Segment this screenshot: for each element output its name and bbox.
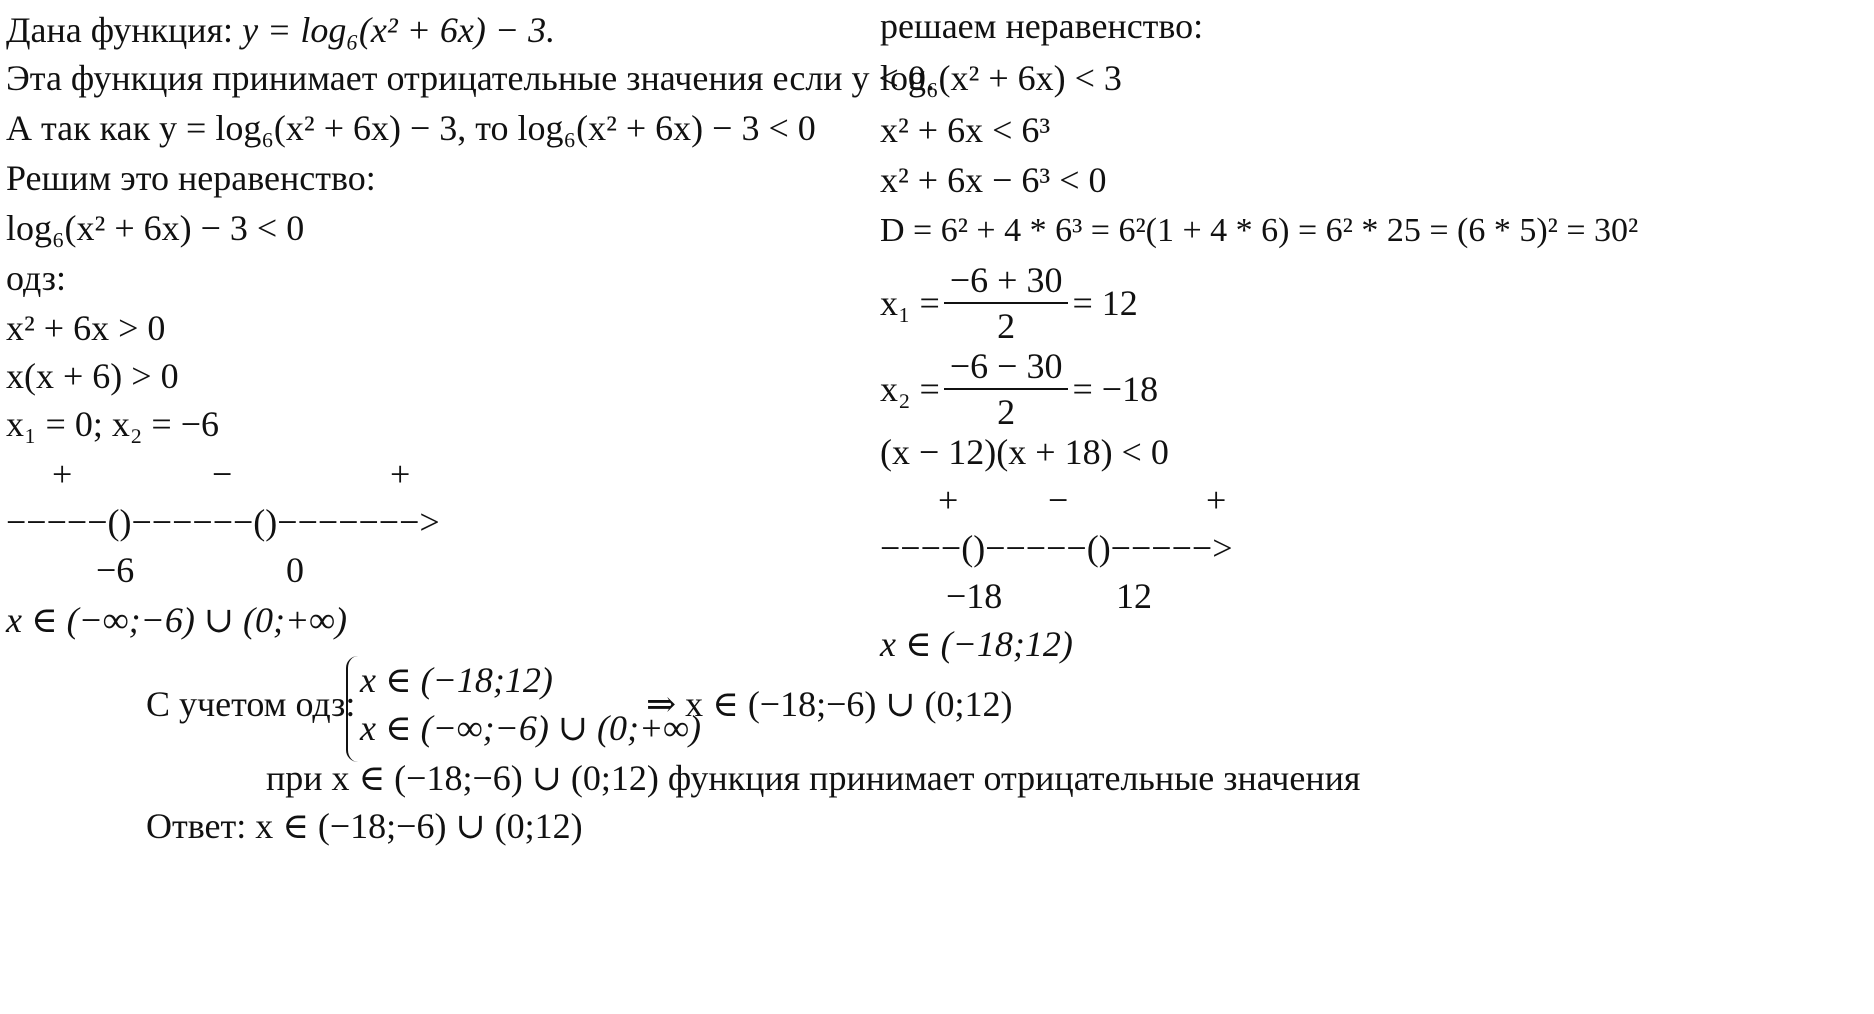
root-x1	[880, 262, 1138, 344]
given-expression: y = log₆(x² + 6x) − 3.	[242, 10, 556, 50]
x1-fraction	[944, 262, 1069, 344]
point-minus-eighteen: −18	[946, 576, 1003, 616]
odz-factored: x(x + 6) > 0	[6, 356, 179, 396]
right-number-line-axis: −−−−()−−−−−()−−−−−>	[880, 528, 1233, 568]
point-twelve: 12	[1116, 576, 1152, 616]
right-result: x ∈ (−18;12)	[880, 624, 1073, 664]
sign-plus-right: +	[390, 454, 411, 494]
right-sign-plus-right: +	[1206, 480, 1227, 520]
inequality: log₆(x² + 6x) − 3 < 0	[6, 208, 305, 248]
system-condition-2: x ∈ (−∞;−6) ∪ (0;+∞)	[360, 708, 701, 748]
x2-fraction	[944, 348, 1069, 430]
right-heading: решаем неравенство:	[880, 6, 1204, 46]
right-sign-plus-left: +	[938, 480, 959, 520]
step-log: log₆(x² + 6x) < 3	[880, 58, 1122, 98]
point-minus-six: −6	[96, 550, 135, 590]
odz-condition: x² + 6x > 0	[6, 308, 166, 348]
point-zero: 0	[286, 550, 304, 590]
system-implication: ⇒ x ∈ (−18;−6) ∪ (0;12)	[646, 684, 1013, 724]
step-quadratic: x² + 6x − 6³ < 0	[880, 160, 1107, 200]
system-condition-1: x ∈ (−18;12)	[360, 660, 553, 700]
given-label: Дана функция:	[6, 10, 234, 50]
discriminant: D = 6² + 4 * 6³ = 6²(1 + 4 * 6) = 6² * 25 = (6 * 5)² = 30²	[880, 212, 1639, 249]
odz-result: x ∈ (−∞;−6) ∪ (0;+∞)	[6, 600, 347, 640]
odz-roots: x₁ = 0; x₂ = −6	[6, 404, 220, 444]
sign-minus-middle: −	[212, 454, 233, 494]
solve-heading: Решим это неравенство:	[6, 158, 376, 198]
x2-numerator: −6 − 30	[944, 348, 1069, 390]
x1-label: x₁ =	[880, 283, 940, 323]
conclusion-text: при x ∈ (−18;−6) ∪ (0;12) функция принимает отрицательные значения	[266, 758, 1361, 798]
x2-value: = −18	[1072, 369, 1159, 409]
x2-label: x₂ =	[880, 369, 940, 409]
system-label: С учетом одз:	[146, 684, 356, 724]
odz-label: одз:	[6, 258, 66, 298]
x1-value: = 12	[1072, 283, 1138, 323]
x1-denominator: 2	[997, 306, 1016, 346]
negative-condition-text: Эта функция принимает отрицательные значения если y < 0.	[6, 58, 935, 98]
step-power: x² + 6x < 6³	[880, 110, 1051, 150]
given-line	[6, 12, 555, 48]
answer-text: Ответ: x ∈ (−18;−6) ∪ (0;12)	[146, 806, 583, 846]
sign-plus-left: +	[52, 454, 73, 494]
number-line-axis: −−−−−()−−−−−−()−−−−−−−>	[6, 502, 440, 542]
since-text: А так как y = log₆(x² + 6x) − 3, то log₆(x² + 6x) − 3 < 0	[6, 108, 816, 148]
right-sign-minus: −	[1048, 480, 1069, 520]
x1-numerator: −6 + 30	[944, 262, 1069, 304]
factored-inequality: (x − 12)(x + 18) < 0	[880, 432, 1169, 472]
root-x2	[880, 348, 1158, 430]
x2-denominator: 2	[997, 392, 1016, 432]
